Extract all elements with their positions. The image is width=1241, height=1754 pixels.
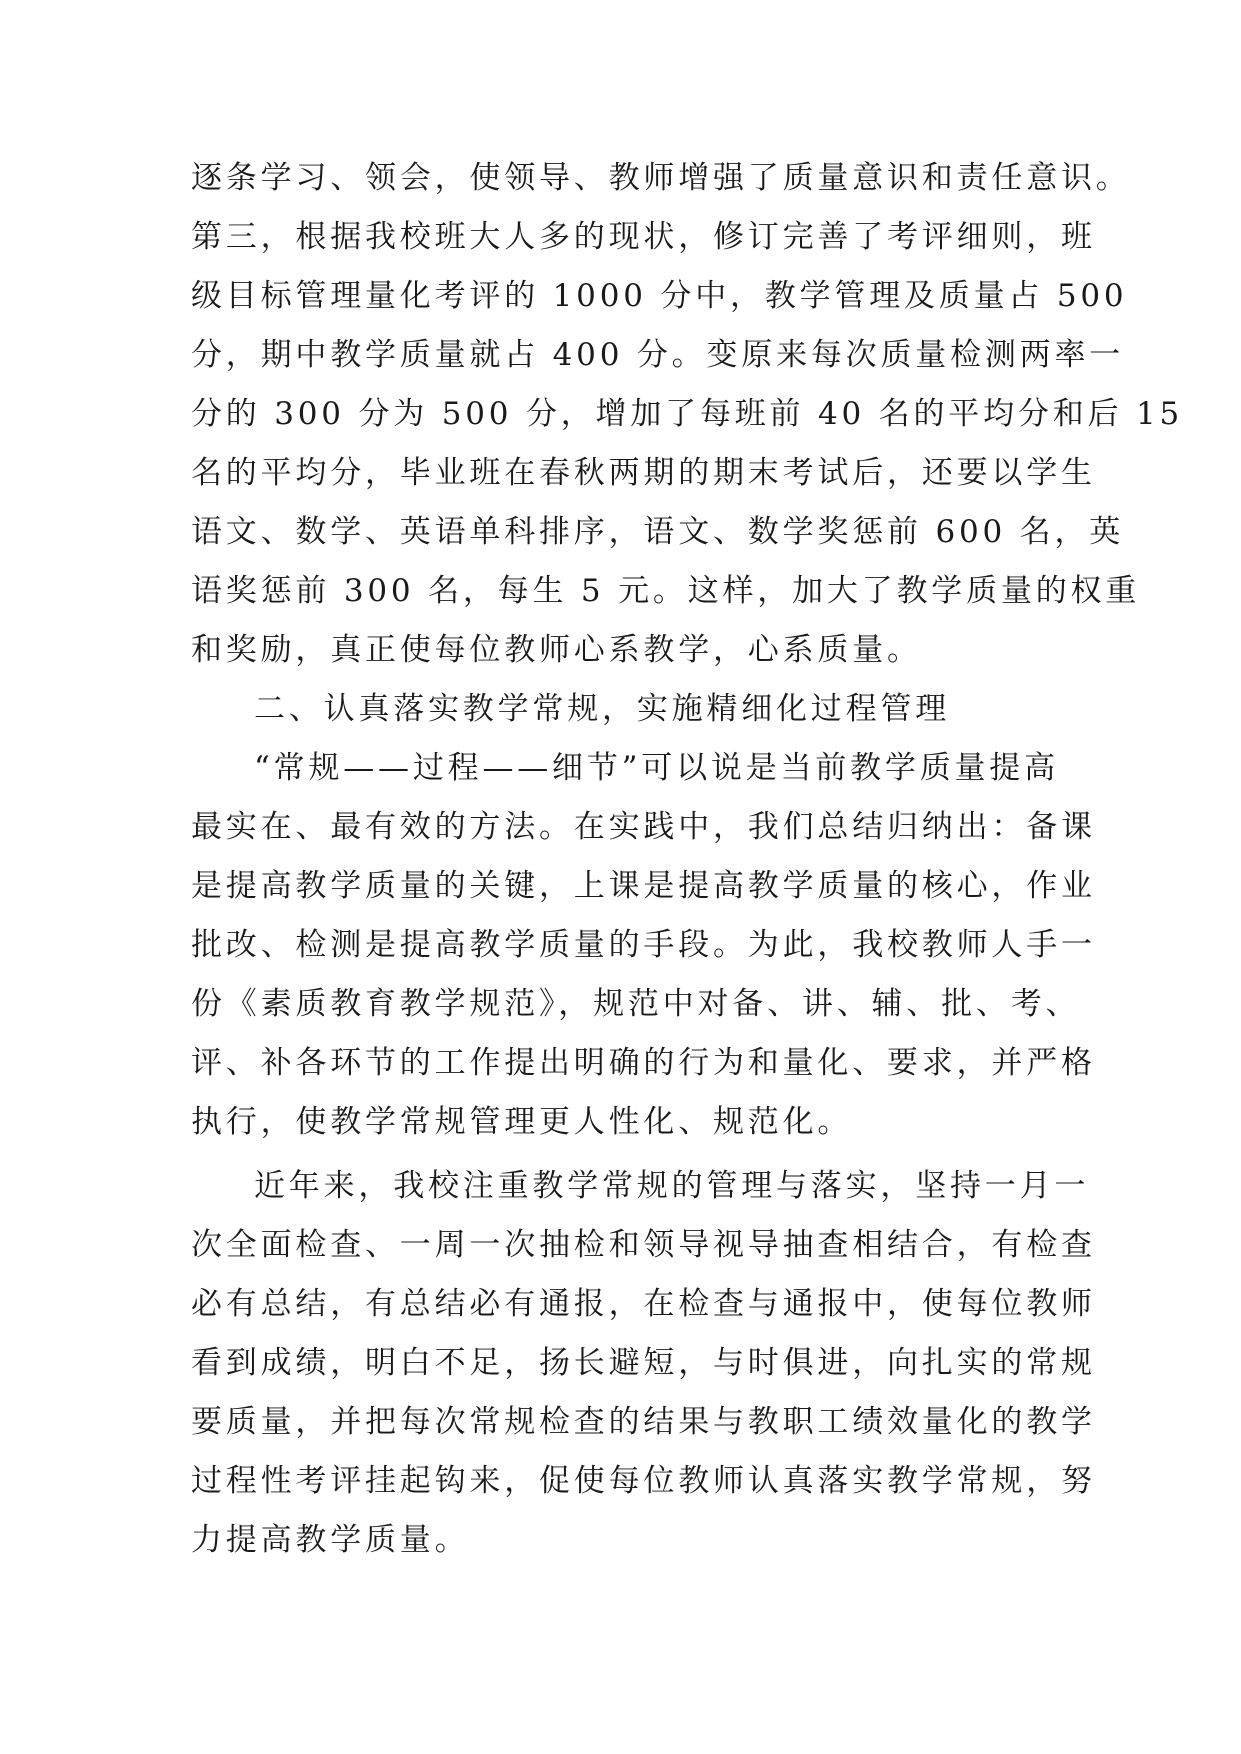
paragraph-line: 语奖惩前 300 名，每生 5 元。这样，加大了教学质量的权重 bbox=[191, 573, 1141, 609]
paragraph-line: 必有总结，有总结必有通报，在检查与通报中，使每位教师 bbox=[191, 1286, 1096, 1322]
paragraph-line: 过程性考评挂起钩来，促使每位教师认真落实教学常规，努 bbox=[191, 1463, 1096, 1499]
paragraph-line: 要质量，并把每次常规检查的结果与教职工绩效量化的教学 bbox=[191, 1404, 1096, 1440]
paragraph-line: 和奖励，真正使每位教师心系教学，心系质量。 bbox=[191, 632, 922, 668]
paragraph-line: 力提高教学质量。 bbox=[191, 1522, 470, 1558]
paragraph-line: 次全面检查、一周一次抽检和领导视导抽查相结合，有检查 bbox=[191, 1227, 1096, 1263]
paragraph-line: 批改、检测是提高教学质量的手段。为此，我校教师人手一 bbox=[191, 927, 1096, 963]
paragraph-line: “常规——过程——细节”可以说是当前教学质量提高 bbox=[254, 750, 1059, 786]
paragraph-line: 级目标管理量化考评的 1000 分中，教学管理及质量占 500 bbox=[191, 278, 1128, 314]
paragraph-line: 分，期中教学质量就占 400 分。变原来每次质量检测两率一 bbox=[191, 337, 1125, 373]
paragraph-line: 分的 300 分为 500 分，增加了每班前 40 名的平均分和后 15 bbox=[191, 396, 1184, 432]
paragraph-line: 份《素质教育教学规范》，规范中对备、讲、辅、批、考、 bbox=[191, 986, 1081, 1022]
paragraph-line: 评、补各环节的工作提出明确的行为和量化、要求，并严格 bbox=[191, 1045, 1096, 1081]
paragraph-line: 名的平均分，毕业班在春秋两期的期末考试后，还要以学生 bbox=[191, 455, 1096, 491]
paragraph-line: 是提高教学质量的关键，上课是提高教学质量的核心，作业 bbox=[191, 868, 1096, 904]
section-heading: 二、认真落实教学常规，实施精细化过程管理 bbox=[254, 691, 950, 727]
paragraph-line: 逐条学习、领会，使领导、教师增强了质量意识和责任意识。 bbox=[191, 160, 1131, 196]
paragraph-line: 看到成绩，明白不足，扬长避短，与时俱进，向扎实的常规 bbox=[191, 1345, 1096, 1381]
paragraph-line: 语文、数学、英语单科排序，语文、数学奖惩前 600 名，英 bbox=[191, 514, 1125, 550]
paragraph-line: 第三，根据我校班大人多的现状，修订完善了考评细则，班 bbox=[191, 219, 1096, 255]
paragraph-line: 最实在、最有效的方法。在实践中，我们总结归纳出：备课 bbox=[191, 809, 1096, 845]
paragraph-line: 执行，使教学常规管理更人性化、规范化。 bbox=[191, 1104, 853, 1140]
paragraph-line: 近年来，我校注重教学常规的管理与落实，坚持一月一 bbox=[254, 1168, 1090, 1204]
